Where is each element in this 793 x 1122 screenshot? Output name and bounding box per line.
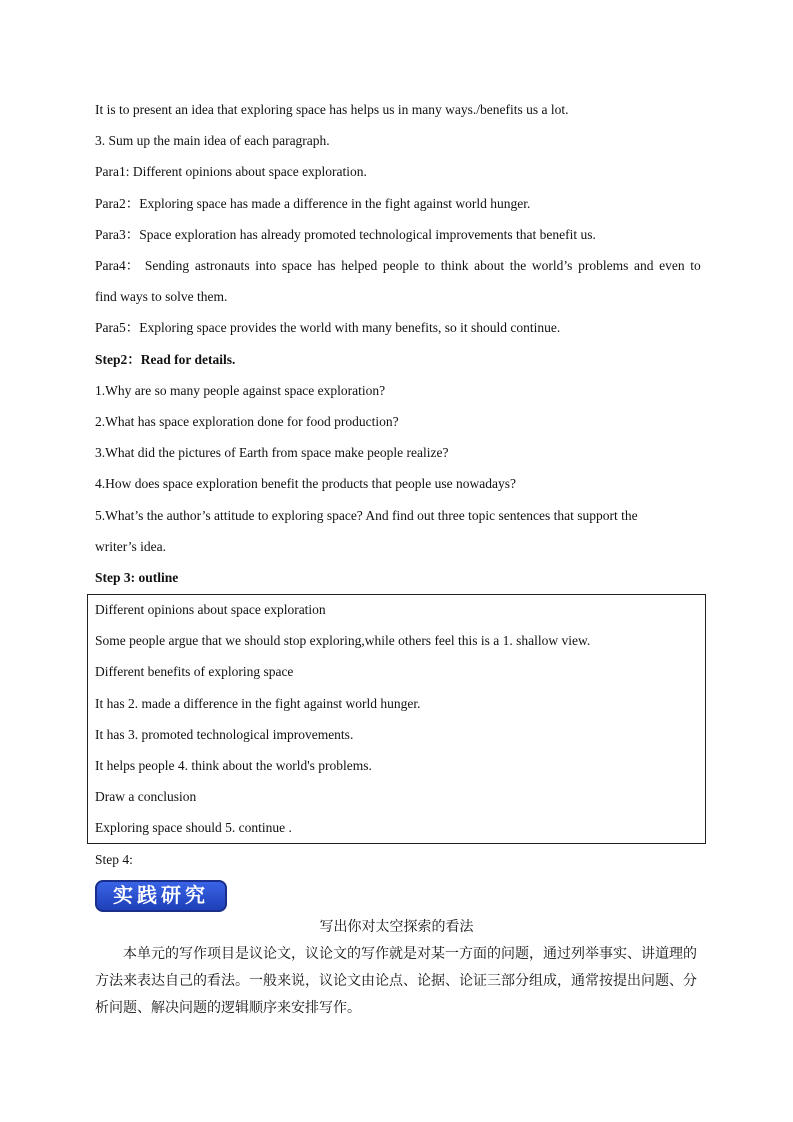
writing-paragraph-line: 方法来表达自己的看法。一般来说，议论文由论点、论据、论证三部分组成，通常按提出问题、分: [95, 973, 697, 989]
outline-item: Some people argue that we should stop exploring,while others feel this is a 1. shallow view.: [95, 633, 591, 648]
question-5-cont: writer’s idea.: [95, 539, 166, 554]
para3-summary: Para3：Space exploration has already promoted technological improvements that benefit us.: [95, 227, 596, 242]
outline-item: Different opinions about space exploration: [95, 602, 326, 617]
word: Para4：: [95, 258, 140, 273]
para4-summary-cont: find ways to solve them.: [95, 289, 228, 304]
word: and: [633, 258, 654, 273]
outline-item: It has 3. promoted technological improvements.: [95, 727, 354, 742]
writing-paragraph-line: 本单元的写作项目是议论文，议论文的写作就是对某一方面的问题，通过列举事实、讲道理的: [123, 946, 697, 962]
word: Sending: [144, 258, 190, 273]
word: problems: [578, 258, 629, 273]
outline-item: Exploring space should 5. continue .: [95, 820, 292, 835]
word: even: [659, 258, 685, 273]
outline-item: It helps people 4. think about the world's problems.: [95, 758, 372, 773]
word: to: [424, 258, 436, 273]
word: into: [255, 258, 277, 273]
question-1: 1.Why are so many people against space exploration?: [95, 383, 386, 398]
word: space: [281, 258, 312, 273]
step3-heading: Step 3: outline: [95, 570, 179, 585]
word: helped: [341, 258, 378, 273]
word: people: [382, 258, 419, 273]
question-3: 3.What did the pictures of Earth from space make people realize?: [95, 445, 449, 460]
writing-title: 写出你对太空探索的看法: [319, 919, 474, 935]
practice-research-badge: 实践研究: [95, 880, 227, 912]
word: to: [690, 258, 701, 273]
para4-summary: [95, 257, 701, 275]
text-line-purpose: It is to present an idea that exploring space has helps us in many ways./benefits us a lot.: [95, 102, 569, 117]
word: think: [440, 258, 469, 273]
step2-heading: Step2：Read for details.: [95, 352, 236, 367]
word: about: [474, 258, 505, 273]
word: has: [317, 258, 336, 273]
para1-summary: Para1: Different opinions about space exploration.: [95, 164, 367, 179]
step4-heading: Step 4:: [95, 852, 133, 867]
outline-item: It has 2. made a difference in the fight against world hunger.: [95, 696, 421, 711]
outline-item: Different benefits of exploring space: [95, 664, 294, 679]
para5-summary: Para5：Exploring space provides the world with many benefits, so it should continue.: [95, 320, 561, 335]
question-5: 5.What’s the author’s attitude to exploring space? And find out three topic sentences that support the: [95, 508, 638, 523]
para2-summary: Para2：Exploring space has made a difference in the fight against world hunger.: [95, 196, 531, 211]
word: astronauts: [194, 258, 250, 273]
outline-item: Draw a conclusion: [95, 789, 197, 804]
task-3-heading: 3. Sum up the main idea of each paragraph.: [95, 133, 330, 148]
word: the: [509, 258, 527, 273]
question-2: 2.What has space exploration done for food production?: [95, 414, 399, 429]
word: world’s: [531, 258, 573, 273]
question-4: 4.How does space exploration benefit the products that people use nowadays?: [95, 476, 516, 491]
writing-paragraph-line: 析问题、解决问题的逻辑顺序来安排写作。: [95, 1000, 361, 1016]
